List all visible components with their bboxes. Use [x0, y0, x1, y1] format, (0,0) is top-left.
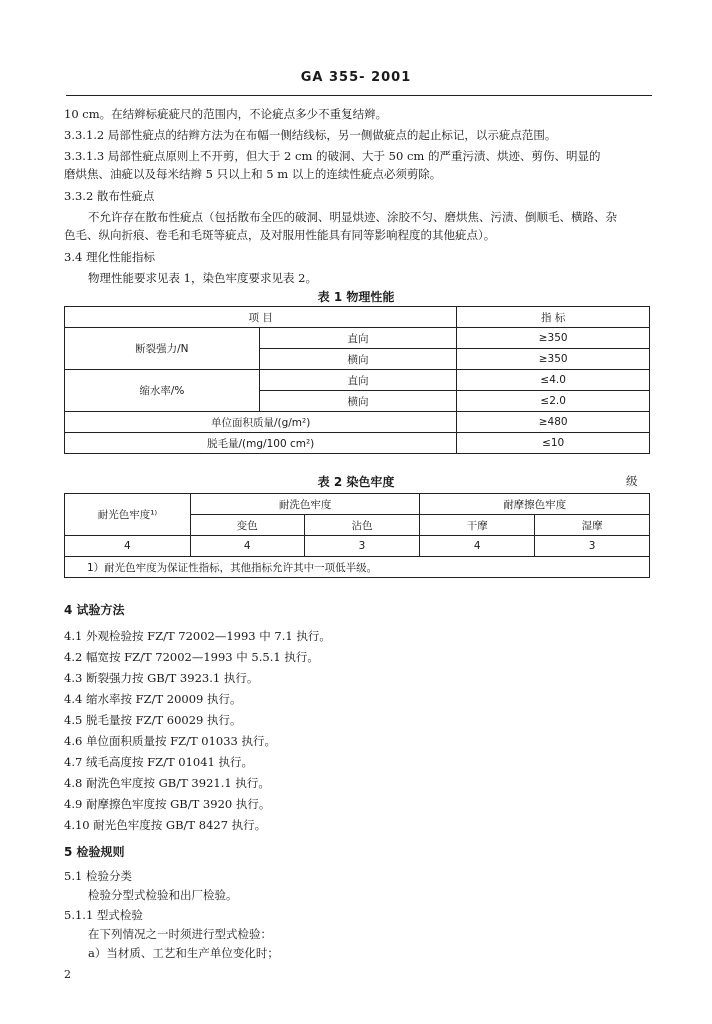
table1-header-item: 项 目 — [65, 307, 457, 328]
wet-rub-value: 3 — [535, 536, 650, 557]
test-item-4-10: 4.10 耐光色牢度按 GB/T 8427 执行。 — [64, 818, 267, 832]
shrink-warp-label: 直向 — [259, 370, 457, 391]
break-strength-label: 断裂强力/N — [65, 328, 260, 370]
continued-line: 10 cm。在结辫标疵疵尺的范围内，不论疵点多少不重复结辫。 — [64, 107, 388, 121]
test-item-4-3: 4.3 断裂强力按 GB/T 3923.1 执行。 — [64, 671, 259, 685]
test-item-4-2: 4.2 幅宽按 FZ/T 72002—1993 中 5.5.1 执行。 — [64, 650, 319, 664]
shedding-label: 脱毛量/(mg/100 cm²) — [65, 433, 457, 454]
test-item-4-1: 4.1 外观检验按 FZ/T 72002—1993 中 7.1 执行。 — [64, 629, 331, 643]
wash-fastness-header: 耐洗色牢度 — [190, 494, 420, 515]
rub-fastness-header: 耐摩擦色牢度 — [420, 494, 650, 515]
test-item-4-5: 4.5 脱毛量按 FZ/T 60029 执行。 — [64, 713, 242, 727]
break-weft-value: ≥350 — [457, 349, 650, 370]
shrink-weft-label: 横向 — [259, 391, 457, 412]
test-item-4-6: 4.6 单位面积质量按 FZ/T 01033 执行。 — [64, 734, 277, 748]
clause-3-3-2-line2: 色毛、纵向折痕、卷毛和毛斑等疵点，及对服用性能具有同等影响程度的其他疵点）。 — [64, 228, 496, 242]
staining-value: 3 — [304, 536, 420, 557]
clause-3-4-title: 3.4 理化性能指标 — [64, 250, 155, 264]
test-item-4-4: 4.4 缩水率按 FZ/T 20009 执行。 — [64, 692, 242, 706]
section-4-title: 4 试验方法 — [64, 603, 125, 617]
clause-3-4-line1: 物理性能要求见表 1，染色牢度要求见表 2。 — [88, 271, 317, 285]
page-number: 2 — [64, 968, 71, 981]
page-header: GA 355- 2001 — [300, 70, 412, 85]
clause-3-3-1-3-line1: 3.3.1.3 局部性疵点原则上不开剪，但大于 2 cm 的破洞、大于 50 cm 的严重污渍、烘迹、剪伤、明显的 — [64, 149, 601, 163]
color-change-header: 变色 — [190, 515, 304, 536]
section-5-title: 5 检验规则 — [64, 845, 125, 859]
test-item-4-9: 4.9 耐摩擦色牢度按 GB/T 3920 执行。 — [64, 797, 271, 811]
clause-5-1-1-title: 5.1.1 型式检验 — [64, 908, 143, 922]
break-weft-label: 横向 — [259, 349, 457, 370]
shrink-weft-value: ≤2.0 — [457, 391, 650, 412]
dry-rub-header: 干摩 — [420, 515, 535, 536]
color-fastness-table — [64, 493, 650, 578]
color-change-value: 4 — [190, 536, 304, 557]
clause-3-3-2-line1: 不允许存在散布性疵点（包括散布全匹的破洞、明显烘迹、涂胶不匀、磨烘焦、污渍、倒顺毛、横路、杂 — [88, 210, 617, 224]
mass-value: ≥480 — [457, 412, 650, 433]
shedding-value: ≤10 — [457, 433, 650, 454]
dry-rub-value: 4 — [420, 536, 535, 557]
physical-properties-table — [64, 306, 650, 454]
light-fastness-header: 耐光色牢度¹⁾ — [65, 494, 191, 536]
mass-label: 单位面积质量/(g/m²) — [65, 412, 457, 433]
table1-header-index: 指 标 — [457, 307, 650, 328]
test-item-4-7: 4.7 绒毛高度按 FZ/T 01041 执行。 — [64, 755, 254, 769]
header-rule — [66, 95, 652, 96]
table2-footnote: 1）耐光色牢度为保证性指标，其他指标允许其中一项低半级。 — [65, 557, 650, 578]
break-warp-label: 直向 — [259, 328, 457, 349]
clause-5-1-title: 5.1 检验分类 — [64, 869, 132, 883]
table2-unit: 级 — [626, 474, 638, 488]
staining-header: 沾色 — [304, 515, 420, 536]
wet-rub-header: 湿摩 — [535, 515, 650, 536]
shrink-warp-value: ≤4.0 — [457, 370, 650, 391]
light-fastness-value: 4 — [65, 536, 191, 557]
clause-5-1-1-line1: 在下列情况之一时须进行型式检验： — [88, 927, 272, 941]
clause-3-3-1-3-line2: 磨烘焦、油疵以及每米结辫 5 只以上和 5 m 以上的连续性疵点必须剪除。 — [64, 167, 442, 181]
clause-5-1-1-item-a: a）当材质、工艺和生产单位变化时； — [88, 946, 279, 960]
table1-caption: 表 1 物理性能 — [317, 290, 395, 304]
clause-5-1-line1: 检验分型式检验和出厂检验。 — [88, 888, 238, 902]
test-item-4-8: 4.8 耐洗色牢度按 GB/T 3921.1 执行。 — [64, 776, 270, 790]
clause-3-3-2-title: 3.3.2 散布性疵点 — [64, 189, 155, 203]
table2-caption: 表 2 染色牢度 — [317, 475, 395, 489]
shrinkage-label: 缩水率/% — [65, 370, 260, 412]
break-warp-value: ≥350 — [457, 328, 650, 349]
clause-3-3-1-2: 3.3.1.2 局部性疵点的结辫方法为在布幅一侧结线标，另一侧做疵点的起止标记，以示疵点范围。 — [64, 128, 557, 142]
